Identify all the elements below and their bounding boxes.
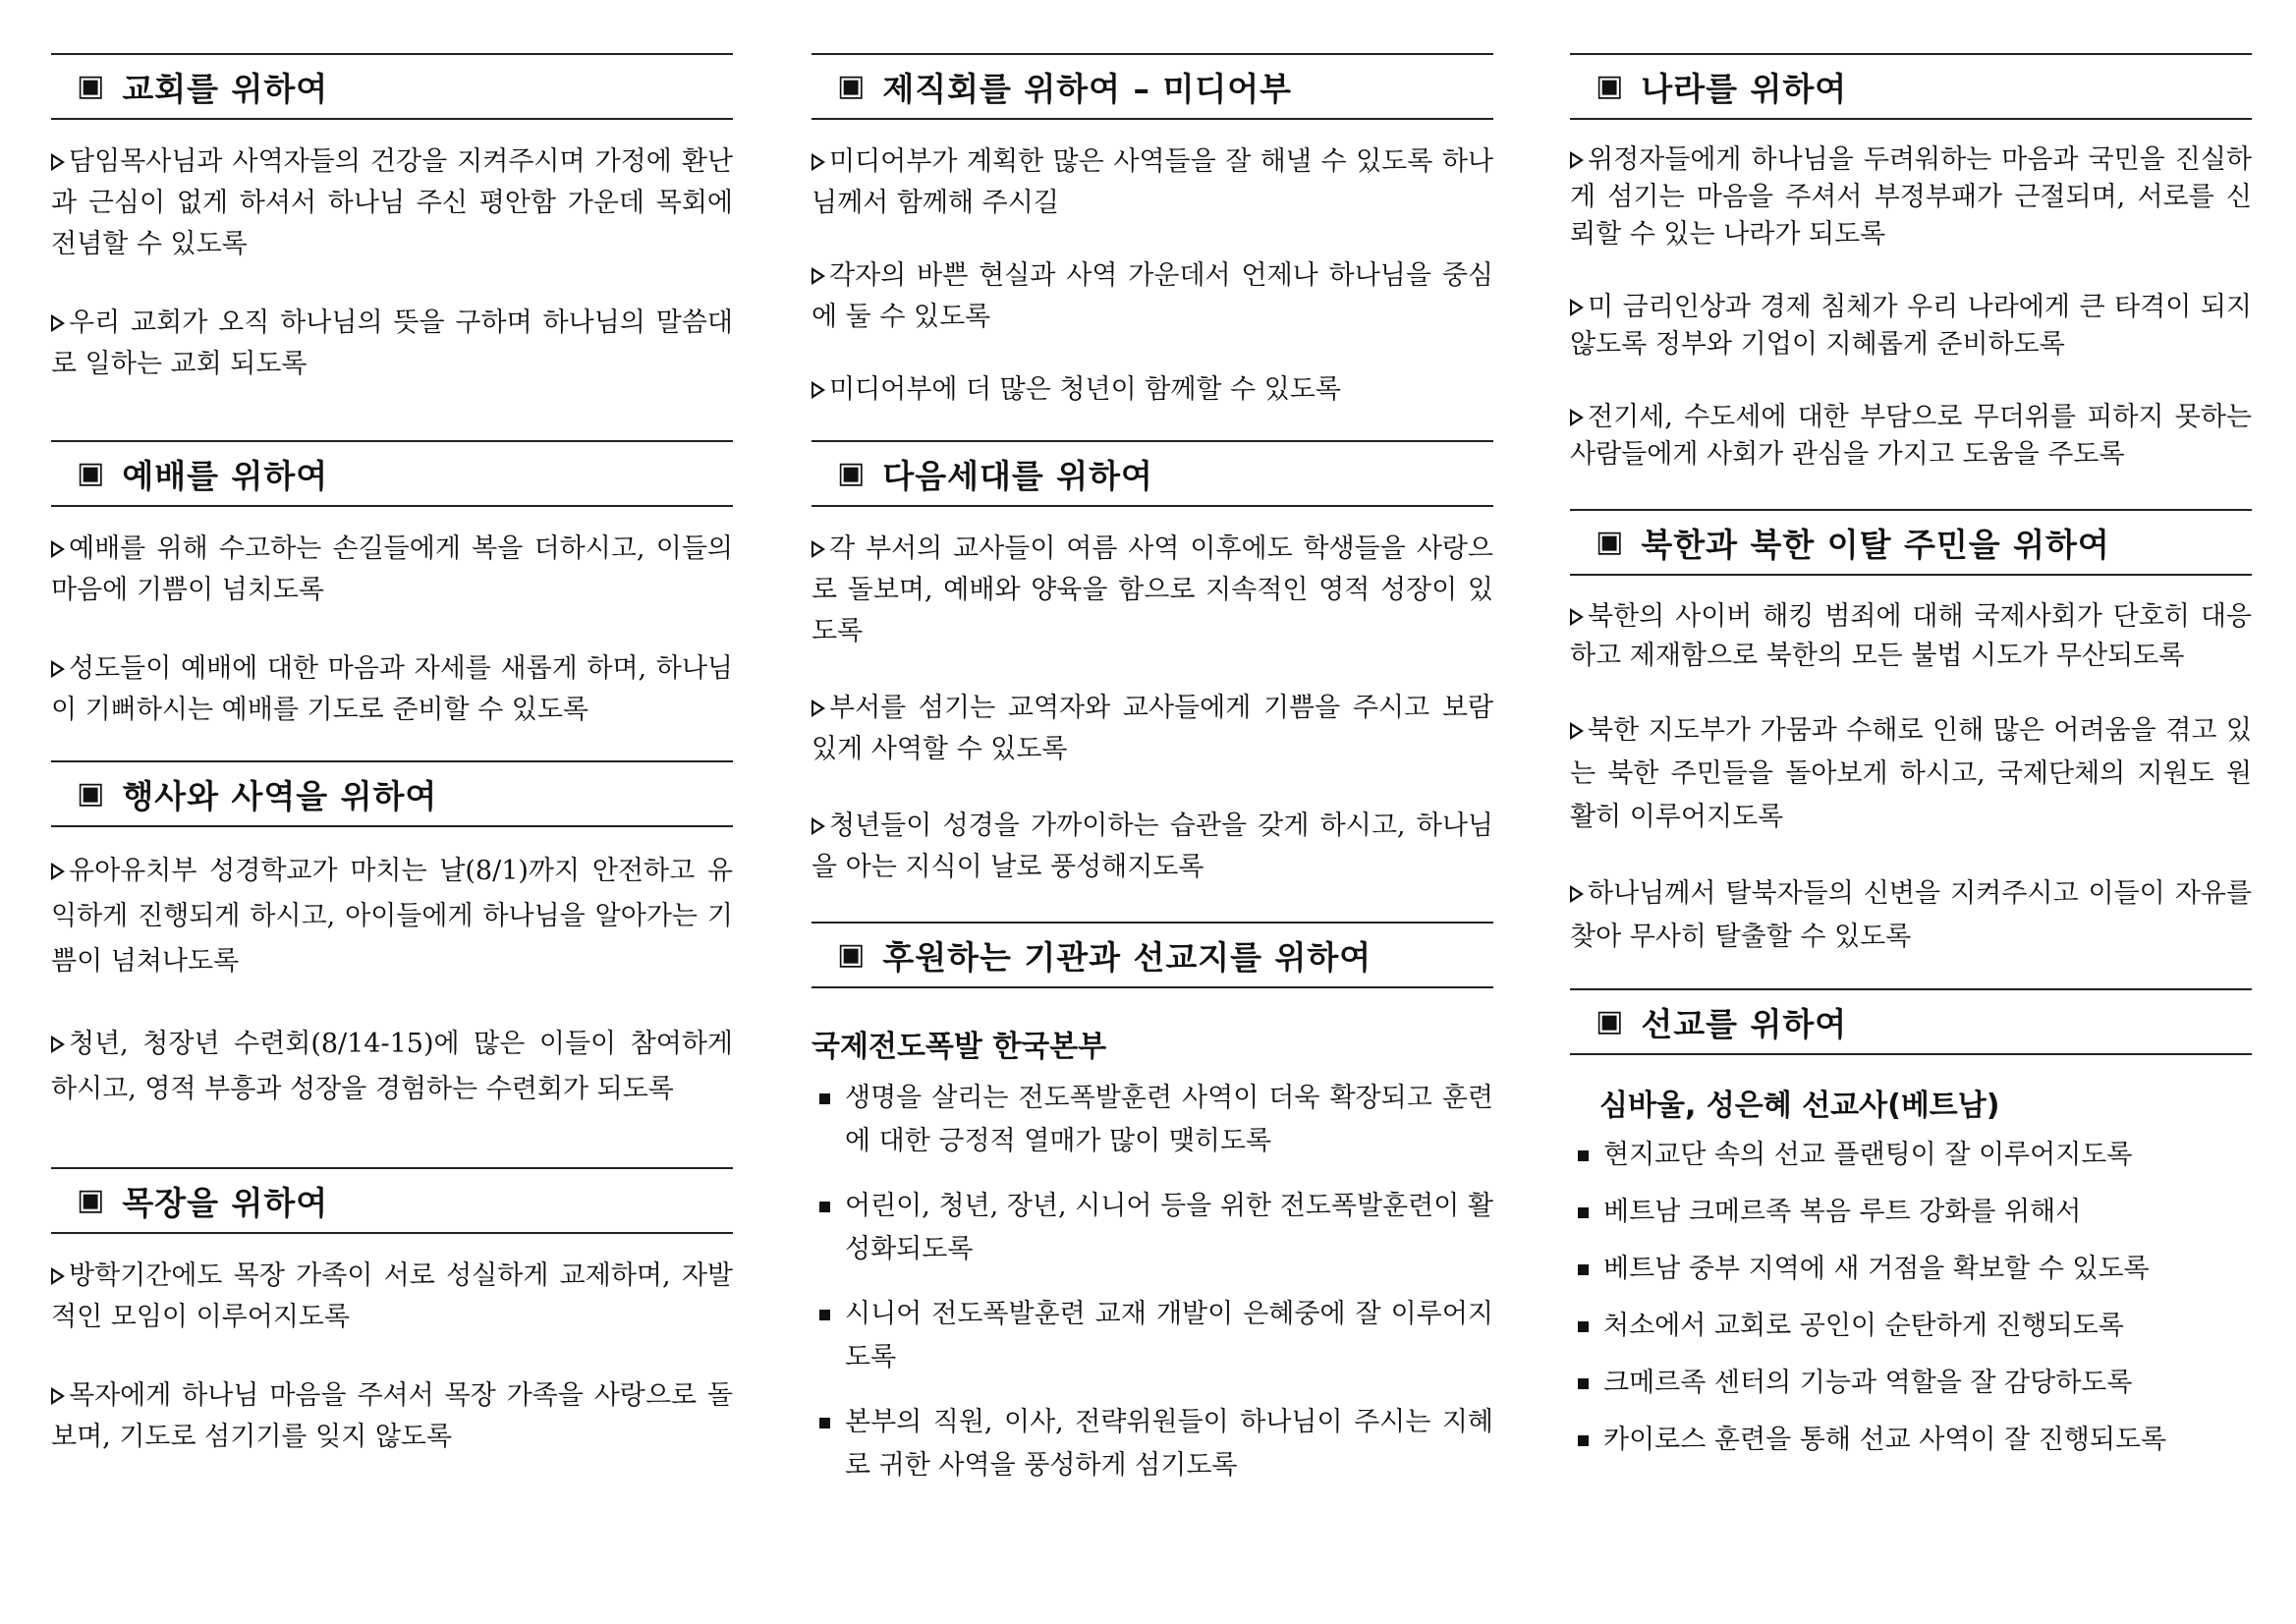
triangle-bullet-icon — [1570, 885, 1584, 903]
prayer-item: 청년들이 성경을 가까이하는 습관을 갖게 하시고, 하나님을 아는 지식이 날로 풍성해지도록 — [812, 811, 1493, 882]
section-deacons-media — [812, 53, 1493, 411]
prayer-item: 북한 지도부가 가뭄과 수해로 인해 많은 어려움을 겪고 있는 북한 주민들을 돌아보게 하시고, 국제단체의 지원도 원활히 이루어지도록 — [1570, 715, 2252, 832]
column-left — [51, 0, 733, 1458]
prayer-item: 유아유치부 성경학교가 마치는 날(8/1)까지 안전하고 유익하게 진행되게 하시고, 아이들에게 하나님을 알아가는 기쁨이 넘쳐나도록 — [51, 856, 733, 977]
list-item: 처소에서 교회로 공인이 순탄하게 진행되도록 — [1570, 1305, 2252, 1348]
section-title: 목장을 위하여 — [122, 1183, 329, 1222]
column-middle — [812, 0, 1493, 1487]
prayer-item: 북한의 사이버 해킹 범죄에 대해 국제사회가 단호히 대응하고 제재함으로 북한의 모든 불법 시도가 무산되도록 — [1570, 601, 2252, 671]
section-header — [51, 53, 733, 120]
square-bullet-icon: ▣ — [1596, 525, 1624, 559]
organization-name: 국제전도폭발 한국본부 — [812, 1030, 1107, 1064]
prayer-item: 미디어부에 더 많은 청년이 함께할 수 있도록 — [812, 369, 1493, 411]
section-nation — [1570, 53, 2252, 474]
section-title: 다음세대를 위하여 — [882, 456, 1153, 495]
section-header — [51, 760, 733, 827]
section-title: 선교를 위하여 — [1641, 1004, 1848, 1043]
triangle-bullet-icon — [1570, 299, 1584, 316]
section-missions — [1570, 988, 2252, 1462]
triangle-bullet-icon — [51, 660, 65, 678]
section-header — [812, 440, 1493, 507]
section-events — [51, 760, 733, 1112]
triangle-bullet-icon — [51, 863, 65, 880]
square-bullet-icon — [1578, 1207, 1589, 1218]
square-bullet-icon — [819, 1202, 830, 1212]
prayer-item: 전기세, 수도세에 대한 부담으로 무더위를 피하지 못하는 사람들에게 사회가 관심을 가지고 도움을 주도록 — [1570, 402, 2252, 470]
triangle-bullet-icon — [1570, 608, 1584, 626]
triangle-bullet-icon — [812, 540, 825, 558]
prayer-item: 담임목사님과 사역자들의 건강을 지켜주시며 가정에 환난과 근심이 없게 하셔서 하나님 주신 평안함 가운데 목회에 전념할 수 있도록 — [51, 146, 733, 259]
list-item: 본부의 직원, 이사, 전략위원들이 하나님이 주시는 지혜로 귀한 사역을 풍성하게 섬기도록 — [812, 1401, 1493, 1487]
square-bullet-icon: ▣ — [77, 776, 105, 811]
section-church — [51, 53, 733, 385]
section-title: 후원하는 기관과 선교지를 위하여 — [882, 937, 1372, 977]
prayer-item: 청년, 청장년 수련회(8/14-15)에 많은 이들이 참여하게 하시고, 영적 부흥과 성장을 경험하는 수련회가 되도록 — [51, 1029, 733, 1104]
square-bullet-icon: ▣ — [77, 1183, 105, 1217]
square-bullet-icon — [1578, 1321, 1589, 1332]
section-header — [51, 1167, 733, 1234]
list-item: 베트남 중부 지역에 새 거점을 확보할 수 있도록 — [1570, 1248, 2252, 1291]
prayer-item: 부서를 섬기는 교역자와 교사들에게 기쁨을 주시고 보람 있게 사역할 수 있도록 — [812, 693, 1493, 764]
section-header — [812, 53, 1493, 120]
section-header — [1570, 509, 2252, 576]
square-bullet-icon: ▣ — [1596, 1004, 1624, 1038]
square-bullet-icon: ▣ — [837, 456, 866, 490]
square-bullet-icon: ▣ — [77, 456, 105, 490]
triangle-bullet-icon — [51, 1036, 65, 1053]
section-title: 제직회를 위하여 – 미디어부 — [882, 69, 1292, 108]
prayer-item: 우리 교회가 오직 하나님의 뜻을 구하며 하나님의 말씀대로 일하는 교회 되도록 — [51, 308, 733, 379]
triangle-bullet-icon — [1570, 151, 1584, 169]
triangle-bullet-icon — [1570, 409, 1584, 426]
prayer-item: 성도들이 예배에 대한 마음과 자세를 새롭게 하며, 하나님이 기뻐하시는 예배를 기도로 준비할 수 있도록 — [51, 653, 733, 725]
list-item: 베트남 크메르족 복음 루트 강화를 위해서 — [1570, 1191, 2252, 1234]
square-bullet-icon — [819, 1093, 830, 1104]
section-title: 나라를 위하여 — [1641, 69, 1848, 108]
square-bullet-icon — [1578, 1264, 1589, 1275]
prayer-item: 방학기간에도 목장 가족이 서로 성실하게 교제하며, 자발적인 모임이 이루어지도록 — [51, 1260, 733, 1332]
square-bullet-icon: ▣ — [77, 69, 105, 103]
square-bullet-icon — [819, 1310, 830, 1320]
list-item: 카이로스 훈련을 통해 선교 사역이 잘 진행되도록 — [1570, 1419, 2252, 1462]
prayer-item: 하나님께서 탈북자들의 신변을 지켜주시고 이들이 자유를 찾아 무사히 탈출할 수 있도록 — [1570, 878, 2252, 952]
prayer-item: 미디어부가 계획한 많은 사역들을 잘 해낼 수 있도록 하나님께서 함께해 주시길 — [812, 146, 1493, 218]
list-item: 생명을 살리는 전도폭발훈련 사역이 더욱 확장되고 훈련에 대한 긍정적 열매가 많이 맺히도록 — [812, 1077, 1493, 1163]
triangle-bullet-icon — [51, 1387, 65, 1405]
prayer-item: 목자에게 하나님 마음을 주셔서 목장 가족을 사랑으로 돌보며, 기도로 섬기기를 잊지 않도록 — [51, 1380, 733, 1452]
prayer-item: 미 금리인상과 경제 침체가 우리 나라에게 큰 타격이 되지 않도록 정부와 기업이 지혜롭게 준비하도록 — [1570, 292, 2252, 360]
square-bullet-icon — [819, 1418, 830, 1428]
list-item: 시니어 전도폭발훈련 교재 개발이 은혜중에 잘 이루어지도록 — [812, 1293, 1493, 1379]
square-bullet-icon: ▣ — [837, 937, 866, 972]
triangle-bullet-icon — [1570, 722, 1584, 740]
section-title: 예배를 위하여 — [122, 456, 329, 495]
square-bullet-icon: ▣ — [837, 69, 866, 103]
list-item: 어린이, 청년, 장년, 시니어 등을 위한 전도폭발훈련이 활성화되도록 — [812, 1185, 1493, 1271]
triangle-bullet-icon — [812, 700, 825, 717]
section-title: 행사와 사역을 위하여 — [122, 776, 438, 815]
triangle-bullet-icon — [51, 540, 65, 558]
square-bullet-icon: ▣ — [1596, 69, 1624, 103]
triangle-bullet-icon — [812, 817, 825, 835]
list-item: 현지교단 속의 선교 플랜팅이 잘 이루어지도록 — [1570, 1134, 2252, 1177]
triangle-bullet-icon — [812, 153, 825, 171]
triangle-bullet-icon — [51, 1267, 65, 1285]
triangle-bullet-icon — [51, 153, 65, 171]
list-item: 크메르족 센터의 기능과 역할을 잘 감당하도록 — [1570, 1362, 2252, 1405]
section-title: 교회를 위하여 — [122, 69, 329, 108]
section-header — [812, 922, 1493, 988]
column-right — [1570, 0, 2252, 1462]
section-worship — [51, 440, 733, 731]
square-bullet-icon — [1578, 1378, 1589, 1389]
triangle-bullet-icon — [51, 314, 65, 332]
section-header — [1570, 988, 2252, 1055]
section-supported-missions — [812, 922, 1493, 1487]
section-north-korea — [1570, 509, 2252, 959]
section-header — [1570, 53, 2252, 120]
section-next-generation — [812, 440, 1493, 888]
section-header — [51, 440, 733, 507]
prayer-item: 각 부서의 교사들이 여름 사역 이후에도 학생들을 사랑으로 돌보며, 예배와 양육을 함으로 지속적인 영적 성장이 있도록 — [812, 533, 1493, 646]
square-bullet-icon — [1578, 1150, 1589, 1161]
triangle-bullet-icon — [812, 267, 825, 285]
section-cell-group — [51, 1167, 733, 1458]
square-bullet-icon — [1578, 1435, 1589, 1446]
prayer-item: 각자의 바쁜 현실과 사역 가운데서 언제나 하나님을 중심에 둘 수 있도록 — [812, 260, 1493, 332]
section-title: 북한과 북한 이탈 주민을 위하여 — [1641, 525, 2110, 564]
prayer-item: 예배를 위해 수고하는 손길들에게 복을 더하시고, 이들의 마음에 기쁨이 넘치도록 — [51, 533, 733, 605]
missionary-name: 심바울, 성은혜 선교사(베트남) — [1599, 1089, 2000, 1123]
prayer-item: 위정자들에게 하나님을 두려워하는 마음과 국민을 진실하게 섬기는 마음을 주셔서 부정부패가 근절되며, 서로를 신뢰할 수 있는 나라가 되도록 — [1570, 144, 2252, 250]
triangle-bullet-icon — [812, 381, 825, 399]
